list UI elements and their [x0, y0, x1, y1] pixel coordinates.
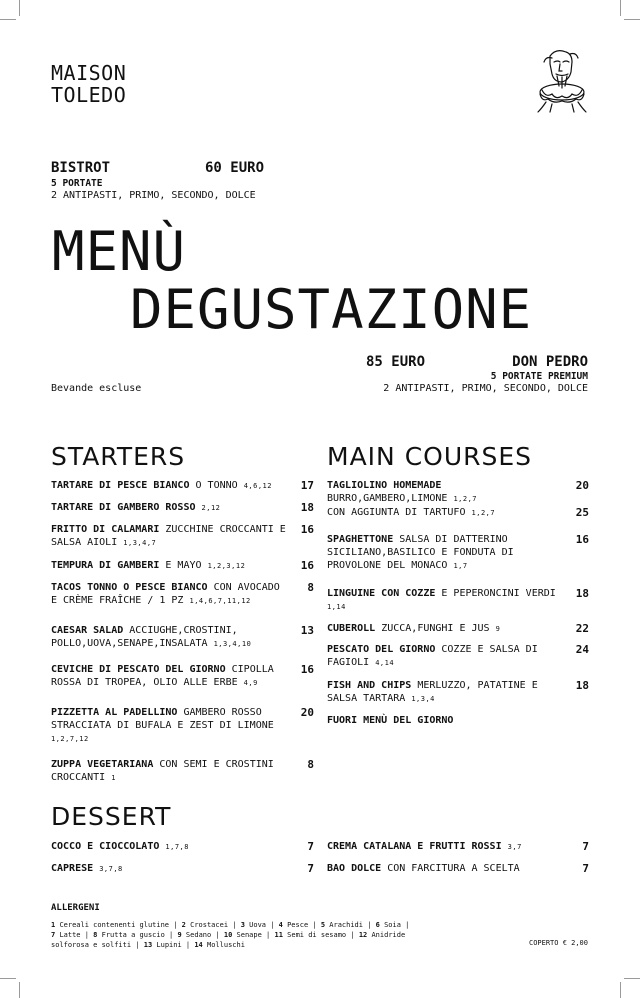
item-allergens: 9 [495, 625, 501, 633]
item-allergens: 3,7 [507, 843, 522, 851]
allergen-number: 7 [51, 931, 56, 939]
allergen-label: Soia [384, 921, 401, 929]
item-price: 7 [307, 840, 314, 853]
crop-mark [624, 978, 640, 979]
menu-item [327, 862, 589, 884]
item-price: 13 [300, 624, 314, 637]
brand-line-1: MAISON [51, 61, 127, 85]
don-pedro-price: 85 EURO [366, 354, 426, 370]
menu-item [327, 622, 589, 643]
item-description: ZUCCA,FUNGHI E JUS [375, 623, 490, 634]
starters-list [51, 479, 314, 788]
item-name: TEMPURA DI GAMBERI [51, 560, 160, 571]
menu-item [51, 479, 314, 501]
item-name: TARTARE DI PESCE BIANCO [51, 480, 190, 491]
page-title-line-1: MENÙ [52, 220, 187, 283]
bistrot-description: 2 ANTIPASTI, PRIMO, SECONDO, DOLCE [51, 190, 256, 201]
item-allergens: 1,3,4 [411, 695, 435, 703]
item-name: CUBEROLL [327, 623, 376, 634]
item-allergens: 4,14 [375, 659, 395, 667]
allergen-number: 5 [320, 921, 326, 929]
allergen-number: 2 [181, 921, 186, 929]
item-allergens: 1,3,4,7 [123, 539, 157, 547]
item-name: ZUPPA VEGETARIANA [51, 759, 154, 770]
menu-item [51, 501, 314, 523]
item-description: ZUCCHINE CROCCANTI E SALSA AIOLI [51, 524, 286, 548]
allergen-label: Anidride solforosa e solfiti [51, 931, 406, 949]
item-description: CON AVOCADO E CRÈME FRAÎCHE / 1 PZ [51, 582, 280, 606]
menu-item [51, 559, 314, 581]
item-description: BURRO,GAMBERO,LIMONE [327, 493, 448, 504]
item-allergens: 1,4,6,7,11,12 [189, 597, 251, 605]
allergen-label: Senape [236, 931, 262, 939]
brand-line-2: TOLEDO [51, 83, 127, 107]
item-name: FISH AND CHIPS [327, 680, 412, 691]
allergen-number: 14 [194, 941, 203, 949]
don-pedro-menu-name: DON PEDRO [512, 354, 588, 370]
item-price: 8 [307, 758, 314, 771]
bistrot-menu-name: BISTROT [51, 160, 111, 176]
don-pedro-course-count: 5 PORTATE PREMIUM [490, 371, 588, 382]
allergen-number: 9 [177, 931, 182, 939]
item-price: 16 [300, 559, 314, 572]
allergen-label: Frutta a guscio [101, 931, 165, 939]
item-description: GAMBERO ROSSO STRACCIATA DI BUFALA E ZEST DI LIMONE [51, 707, 274, 731]
item-description: CON FARCITURA A SCELTA [381, 863, 520, 874]
item-description: CON SEMI E CROSTINI CROCCANTI [51, 759, 274, 783]
don-quixote-portrait-icon [532, 46, 590, 114]
menu-item [327, 533, 589, 587]
crop-mark [620, 982, 621, 998]
item-description: CON AGGIUNTA DI TARTUFO [327, 507, 466, 518]
allergen-label: Cereali contenenti glutine [59, 921, 170, 929]
menu-item [327, 840, 589, 862]
menu-item [327, 714, 589, 734]
menu-item [51, 758, 314, 788]
item-description: ACCIUGHE,CROSTINI, POLLO,UOVA,SENAPE,INSALATA [51, 625, 238, 649]
item-price: 22 [575, 622, 589, 635]
item-price: 20 [575, 479, 589, 492]
allergen-number: 10 [223, 931, 233, 939]
item-description: CIPOLLA ROSSA DI TROPEA, OLIO ALLE ERBE [51, 664, 274, 688]
item-name: FUORI MENÙ DEL GIORNO [327, 715, 454, 726]
allergen-label: Lupini [156, 941, 182, 949]
item-price: 7 [582, 840, 589, 853]
menu-item [327, 679, 589, 714]
allergens-legend: 1 Cereali contenenti glutine | 2 Crostacei | 3 Uova | 4 Pesce | 5 Arachidi | 6 Soia | 7 Latte | 8 Frutta a guscio | 9 Sedano | 10 Senape | 11 Semi di sesamo | 12 Anidride solforosa e solfiti | 13 Lupini | 14 Molluschi [51, 921, 410, 949]
don-pedro-description: 2 ANTIPASTI, PRIMO, SECONDO, DOLCE [383, 383, 588, 394]
item-allergens: 1 [111, 774, 116, 782]
item-allergens: 1,2,7 [453, 495, 478, 503]
crop-mark [0, 19, 16, 20]
allergen-label: Uova [249, 921, 266, 929]
item-price: 7 [582, 862, 589, 875]
item-name: BAO DOLCE [327, 863, 382, 874]
allergen-number: 3 [240, 921, 245, 929]
drinks-note: Bevande escluse [51, 383, 142, 394]
page-title-line-2: DEGUSTAZIONE [130, 278, 533, 341]
bistrot-course-count: 5 PORTATE [51, 178, 103, 189]
item-allergens: 4,6,12 [243, 482, 272, 490]
item-price: 16 [300, 523, 314, 536]
menu-item [327, 587, 589, 622]
allergen-number: 12 [358, 931, 368, 939]
menu-item [51, 581, 314, 624]
item-price: 24 [575, 643, 589, 656]
item-description: E MAYO [159, 560, 202, 571]
item-allergens: 2,12 [201, 504, 221, 512]
main-courses-heading: MAIN COURSES [327, 442, 533, 471]
item-name: PESCATO DEL GIORNO [327, 644, 436, 655]
item-allergens: 1,7 [453, 562, 468, 570]
menu-item [51, 663, 314, 706]
item-price: 16 [300, 663, 314, 676]
allergens-heading: ALLERGENI [51, 903, 100, 913]
brand-logo [51, 62, 126, 106]
menu-item [327, 479, 589, 506]
allergen-number: 6 [375, 921, 380, 929]
allergen-label: Molluschi [207, 941, 245, 949]
item-name: FRITTO DI CALAMARI [51, 524, 160, 535]
item-description: COZZE E SALSA DI FAGIOLI [327, 644, 538, 668]
item-price: 18 [300, 501, 314, 514]
starters-heading: STARTERS [51, 442, 186, 471]
menu-item [51, 862, 314, 884]
main-courses-list [327, 479, 589, 734]
crop-mark [19, 0, 20, 16]
bistrot-menu-price: 60 EURO [205, 160, 265, 176]
item-price: 18 [575, 587, 589, 600]
item-name: CAPRESE [51, 863, 94, 874]
item-price: 20 [300, 706, 314, 719]
crop-mark [19, 982, 20, 998]
item-allergens: 1,7,8 [165, 843, 189, 851]
item-description: MERLUZZO, PATATINE E SALSA TARTARA [327, 680, 538, 704]
allergen-number: 4 [278, 921, 283, 929]
item-price: 16 [575, 533, 589, 546]
item-price: 17 [300, 479, 314, 492]
allergen-label: Semi di sesamo [287, 931, 347, 939]
item-allergens: 1,14 [327, 603, 346, 611]
item-description: SALSA DI DATTERINO SICILIANO,BASILICO E FONDUTA DI PROVOLONE DEL MONACO [327, 534, 514, 571]
item-price: 7 [307, 862, 314, 875]
item-name: CREMA CATALANA E FRUTTI ROSSI [327, 841, 502, 852]
menu-item [51, 706, 314, 758]
item-allergens: 1,2,3,12 [207, 562, 246, 570]
menu-item [51, 840, 314, 862]
menu-item [51, 624, 314, 663]
item-allergens: 1,2,7,12 [51, 735, 89, 743]
menu-item [327, 643, 589, 679]
menu-item-addon [327, 506, 589, 533]
allergen-label: Pesce [287, 921, 309, 929]
item-allergens: 1,3,4,10 [213, 640, 252, 648]
item-name: CEVICHE DI PESCATO DEL GIORNO [51, 664, 226, 675]
dessert-heading: DESSERT [51, 802, 172, 831]
allergen-number: 1 [51, 921, 56, 929]
allergen-number: 13 [143, 941, 153, 949]
item-name: TAGLIOLINO HOMEMADE [327, 480, 442, 491]
allergen-label: Arachidi [329, 921, 363, 929]
item-name: TARTARE DI GAMBERO ROSSO [51, 502, 196, 513]
allergen-number: 11 [274, 931, 283, 939]
item-name: SPAGHETTONE [327, 534, 394, 545]
item-price: 18 [575, 679, 589, 692]
allergen-label: Latte [59, 931, 81, 939]
allergen-label: Sedano [185, 931, 212, 939]
item-name: COCCO E CIOCCOLATO [51, 841, 160, 852]
dessert-list-left [51, 840, 314, 884]
item-price: 8 [307, 581, 314, 594]
item-name: LINGUINE CON COZZE [327, 588, 436, 599]
item-allergens: 3,7,8 [99, 865, 123, 873]
item-allergens: 1,2,7 [471, 509, 496, 517]
allergen-number: 8 [93, 931, 98, 939]
menu-item [51, 523, 314, 559]
crop-mark [620, 0, 621, 16]
item-description: O TONNO [189, 480, 238, 491]
crop-mark [624, 19, 640, 20]
allergen-label: Crostacei [190, 921, 229, 929]
item-name: PIZZETTA AL PADELLINO [51, 707, 178, 718]
item-description: E PEPERONCINI VERDI [435, 588, 556, 599]
item-name: CAESAR SALAD [51, 625, 124, 636]
item-allergens: 4,9 [243, 679, 258, 687]
crop-mark [0, 978, 16, 979]
item-name: TACOS TONNO O PESCE BIANCO [51, 582, 208, 593]
item-price: 25 [575, 506, 589, 519]
cover-charge: COPERTO € 2,00 [528, 939, 588, 947]
dessert-list-right [327, 840, 589, 884]
